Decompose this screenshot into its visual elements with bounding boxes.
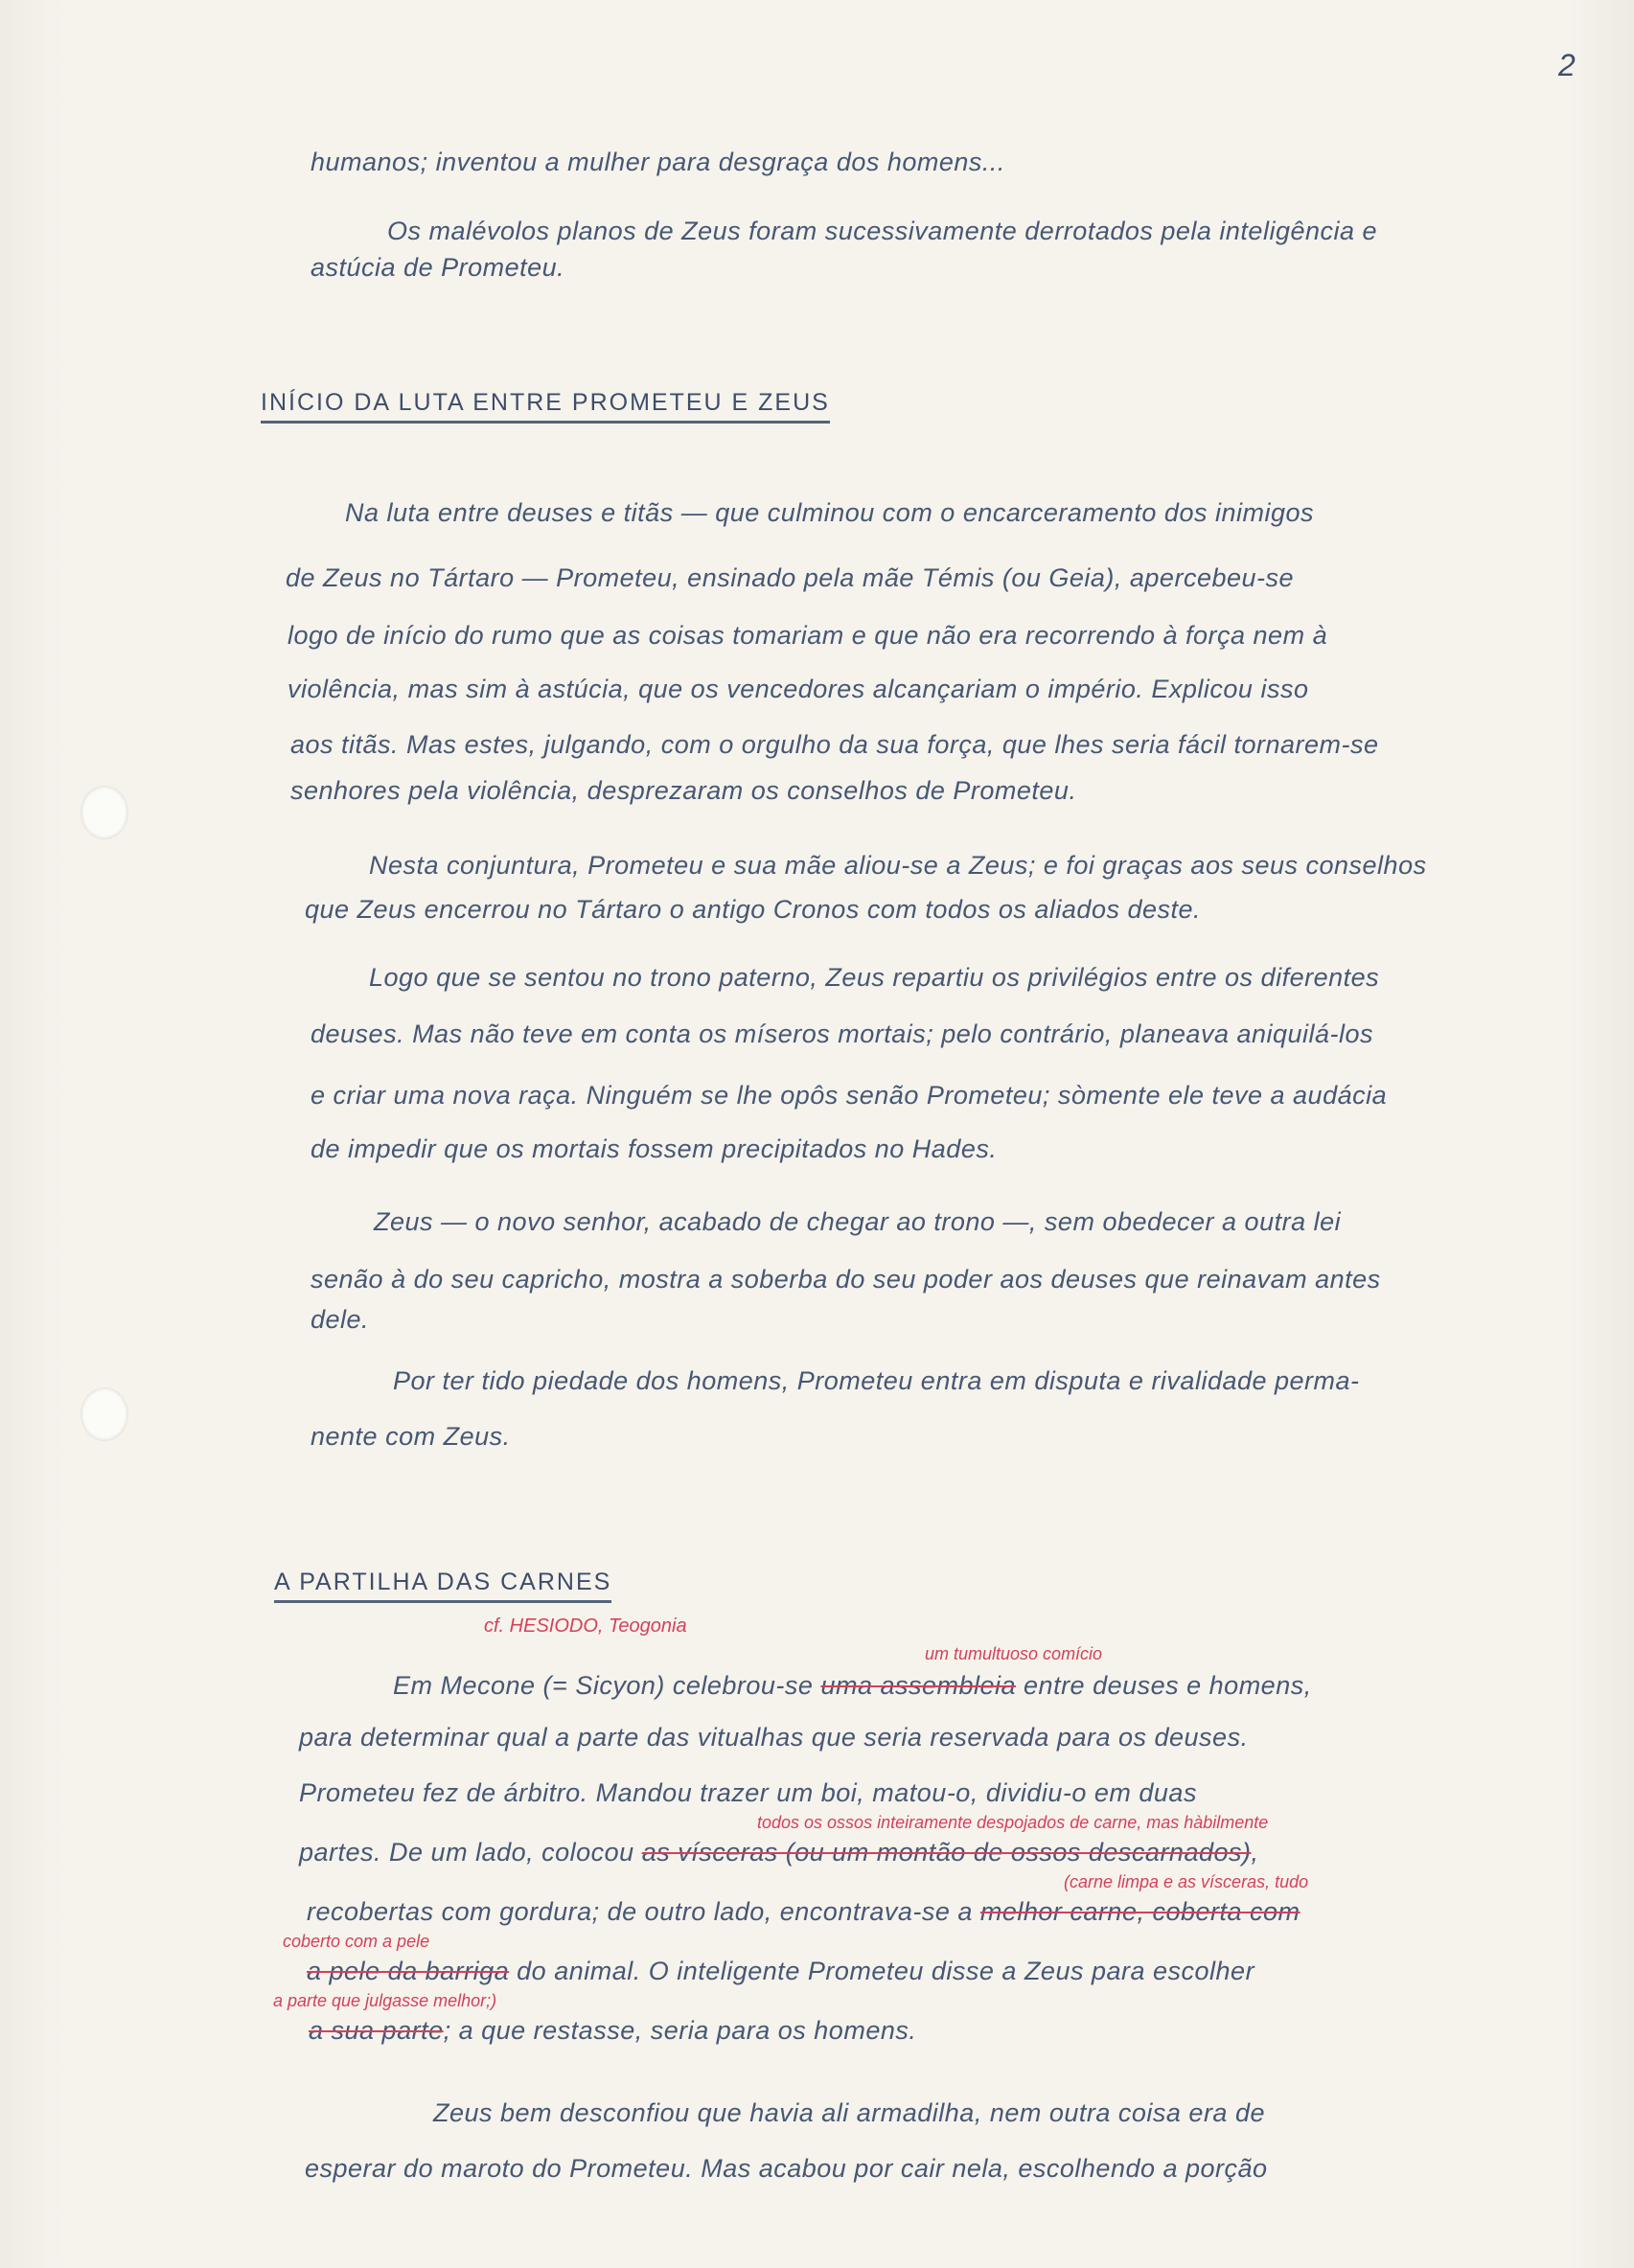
text-line: logo de início do rumo que as coisas tomariam e que não era recorrendo à força nem à (288, 621, 1328, 650)
text-line: Zeus — o novo senhor, acabado de chegar ao trono —, sem obedecer a outra lei (374, 1207, 1342, 1236)
text-line (307, 1955, 1254, 1987)
text-line: violência, mas sim à astúcia, que os vencedores alcançariam o império. Explicou isso (288, 675, 1309, 703)
text: , (1251, 1838, 1259, 1867)
reference-note: cf. HESIODO, Teogonia (484, 1615, 687, 1637)
text-line: nente com Zeus. (311, 1422, 511, 1451)
struck-text: a sua parte (309, 2016, 444, 2045)
text-line (393, 1669, 1312, 1702)
text-line (309, 2014, 916, 2047)
text-line: e criar uma nova raça. Ninguém se lhe opôs senão Prometeu; sòmente ele teve a audácia (311, 1081, 1388, 1110)
section-heading: INÍCIO DA LUTA ENTRE PROMETEU E ZEUS (261, 388, 830, 424)
text-line: Prometeu fez de árbitro. Mandou trazer um boi, matou-o, dividiu-o em duas (299, 1778, 1197, 1807)
text: do animal. O inteligente Prometeu disse a Zeus para escolher (509, 1957, 1255, 1985)
text-line: dele. (311, 1305, 370, 1334)
correction-note: coberto com a pele (283, 1932, 430, 1951)
text-line: esperar do maroto do Prometeu. Mas acabou por cair nela, escolhendo a porção (305, 2154, 1268, 2183)
struck-text: uma assembleia (820, 1671, 1017, 1700)
text-line: de impedir que os mortais fossem precipitados no Hades. (311, 1134, 998, 1163)
correction-note: a parte que julgasse melhor;) (273, 1991, 497, 2010)
correction-note: (carne limpa e as vísceras, tudo (1064, 1872, 1309, 1891)
section-heading: A PARTILHA DAS CARNES (274, 1568, 611, 1603)
text: recobertas com gordura; de outro lado, encontrava-se a (307, 1897, 980, 1926)
punch-hole (81, 786, 128, 839)
text-line: astúcia de Prometeu. (311, 253, 565, 282)
text-line: Por ter tido piedade dos homens, Prometeu entra em disputa e rivalidade perma- (393, 1366, 1360, 1395)
struck-text: a pele da barriga (307, 1957, 510, 1985)
text-line (299, 1836, 1259, 1868)
text-line: Zeus bem desconfiou que havia ali armadilha, nem outra coisa era de (433, 2098, 1265, 2127)
text-line: Logo que se sentou no trono paterno, Zeus repartiu os privilégios entre os diferentes (369, 963, 1380, 992)
page-number: 2 (1558, 48, 1576, 82)
text: entre deuses e homens, (1016, 1671, 1312, 1700)
text-line (307, 1895, 1300, 1928)
text-line: para determinar qual a parte das vitualhas que seria reservada para os deuses. (299, 1723, 1249, 1752)
text-line: senhores pela violência, desprezaram os conselhos de Prometeu. (290, 776, 1077, 805)
correction-note: todos os ossos inteiramente despojados de carne, mas hàbilmente (757, 1813, 1269, 1832)
text: partes. De um lado, colocou (299, 1838, 642, 1867)
correction-note: um tumultuoso comício (925, 1644, 1103, 1663)
text-line: Nesta conjuntura, Prometeu e sua mãe aliou-se a Zeus; e foi graças aos seus conselhos (369, 851, 1427, 880)
text: ; a que restasse, seria para os homens. (443, 2016, 917, 2045)
text-line: que Zeus encerrou no Tártaro o antigo Cronos com todos os aliados deste. (305, 895, 1202, 924)
text-line: Os malévolos planos de Zeus foram sucessivamente derrotados pela inteligência e (387, 217, 1378, 245)
struck-text: melhor carne, coberta com (979, 1897, 1300, 1926)
text-line: aos titãs. Mas estes, julgando, com o orgulho da sua força, que lhes seria fácil tornarem-se (290, 730, 1379, 759)
text-line: de Zeus no Tártaro — Prometeu, ensinado pela mãe Témis (ou Geia), apercebeu-se (286, 563, 1295, 592)
text: Em Mecone (= Sicyon) celebrou-se (393, 1671, 821, 1700)
text-line: Na luta entre deuses e titãs — que culminou com o encarceramento dos inimigos (345, 498, 1315, 527)
text-line: deuses. Mas não teve em conta os míseros mortais; pelo contrário, planeava aniquilá-los (311, 1019, 1374, 1048)
text-line: humanos; inventou a mulher para desgraça dos homens... (311, 148, 1005, 176)
text-line: senão à do seu capricho, mostra a soberba do seu poder aos deuses que reinavam antes (311, 1265, 1381, 1294)
struck-text: as vísceras (ou um montão de ossos descarnados) (641, 1838, 1252, 1867)
punch-hole (81, 1387, 128, 1441)
